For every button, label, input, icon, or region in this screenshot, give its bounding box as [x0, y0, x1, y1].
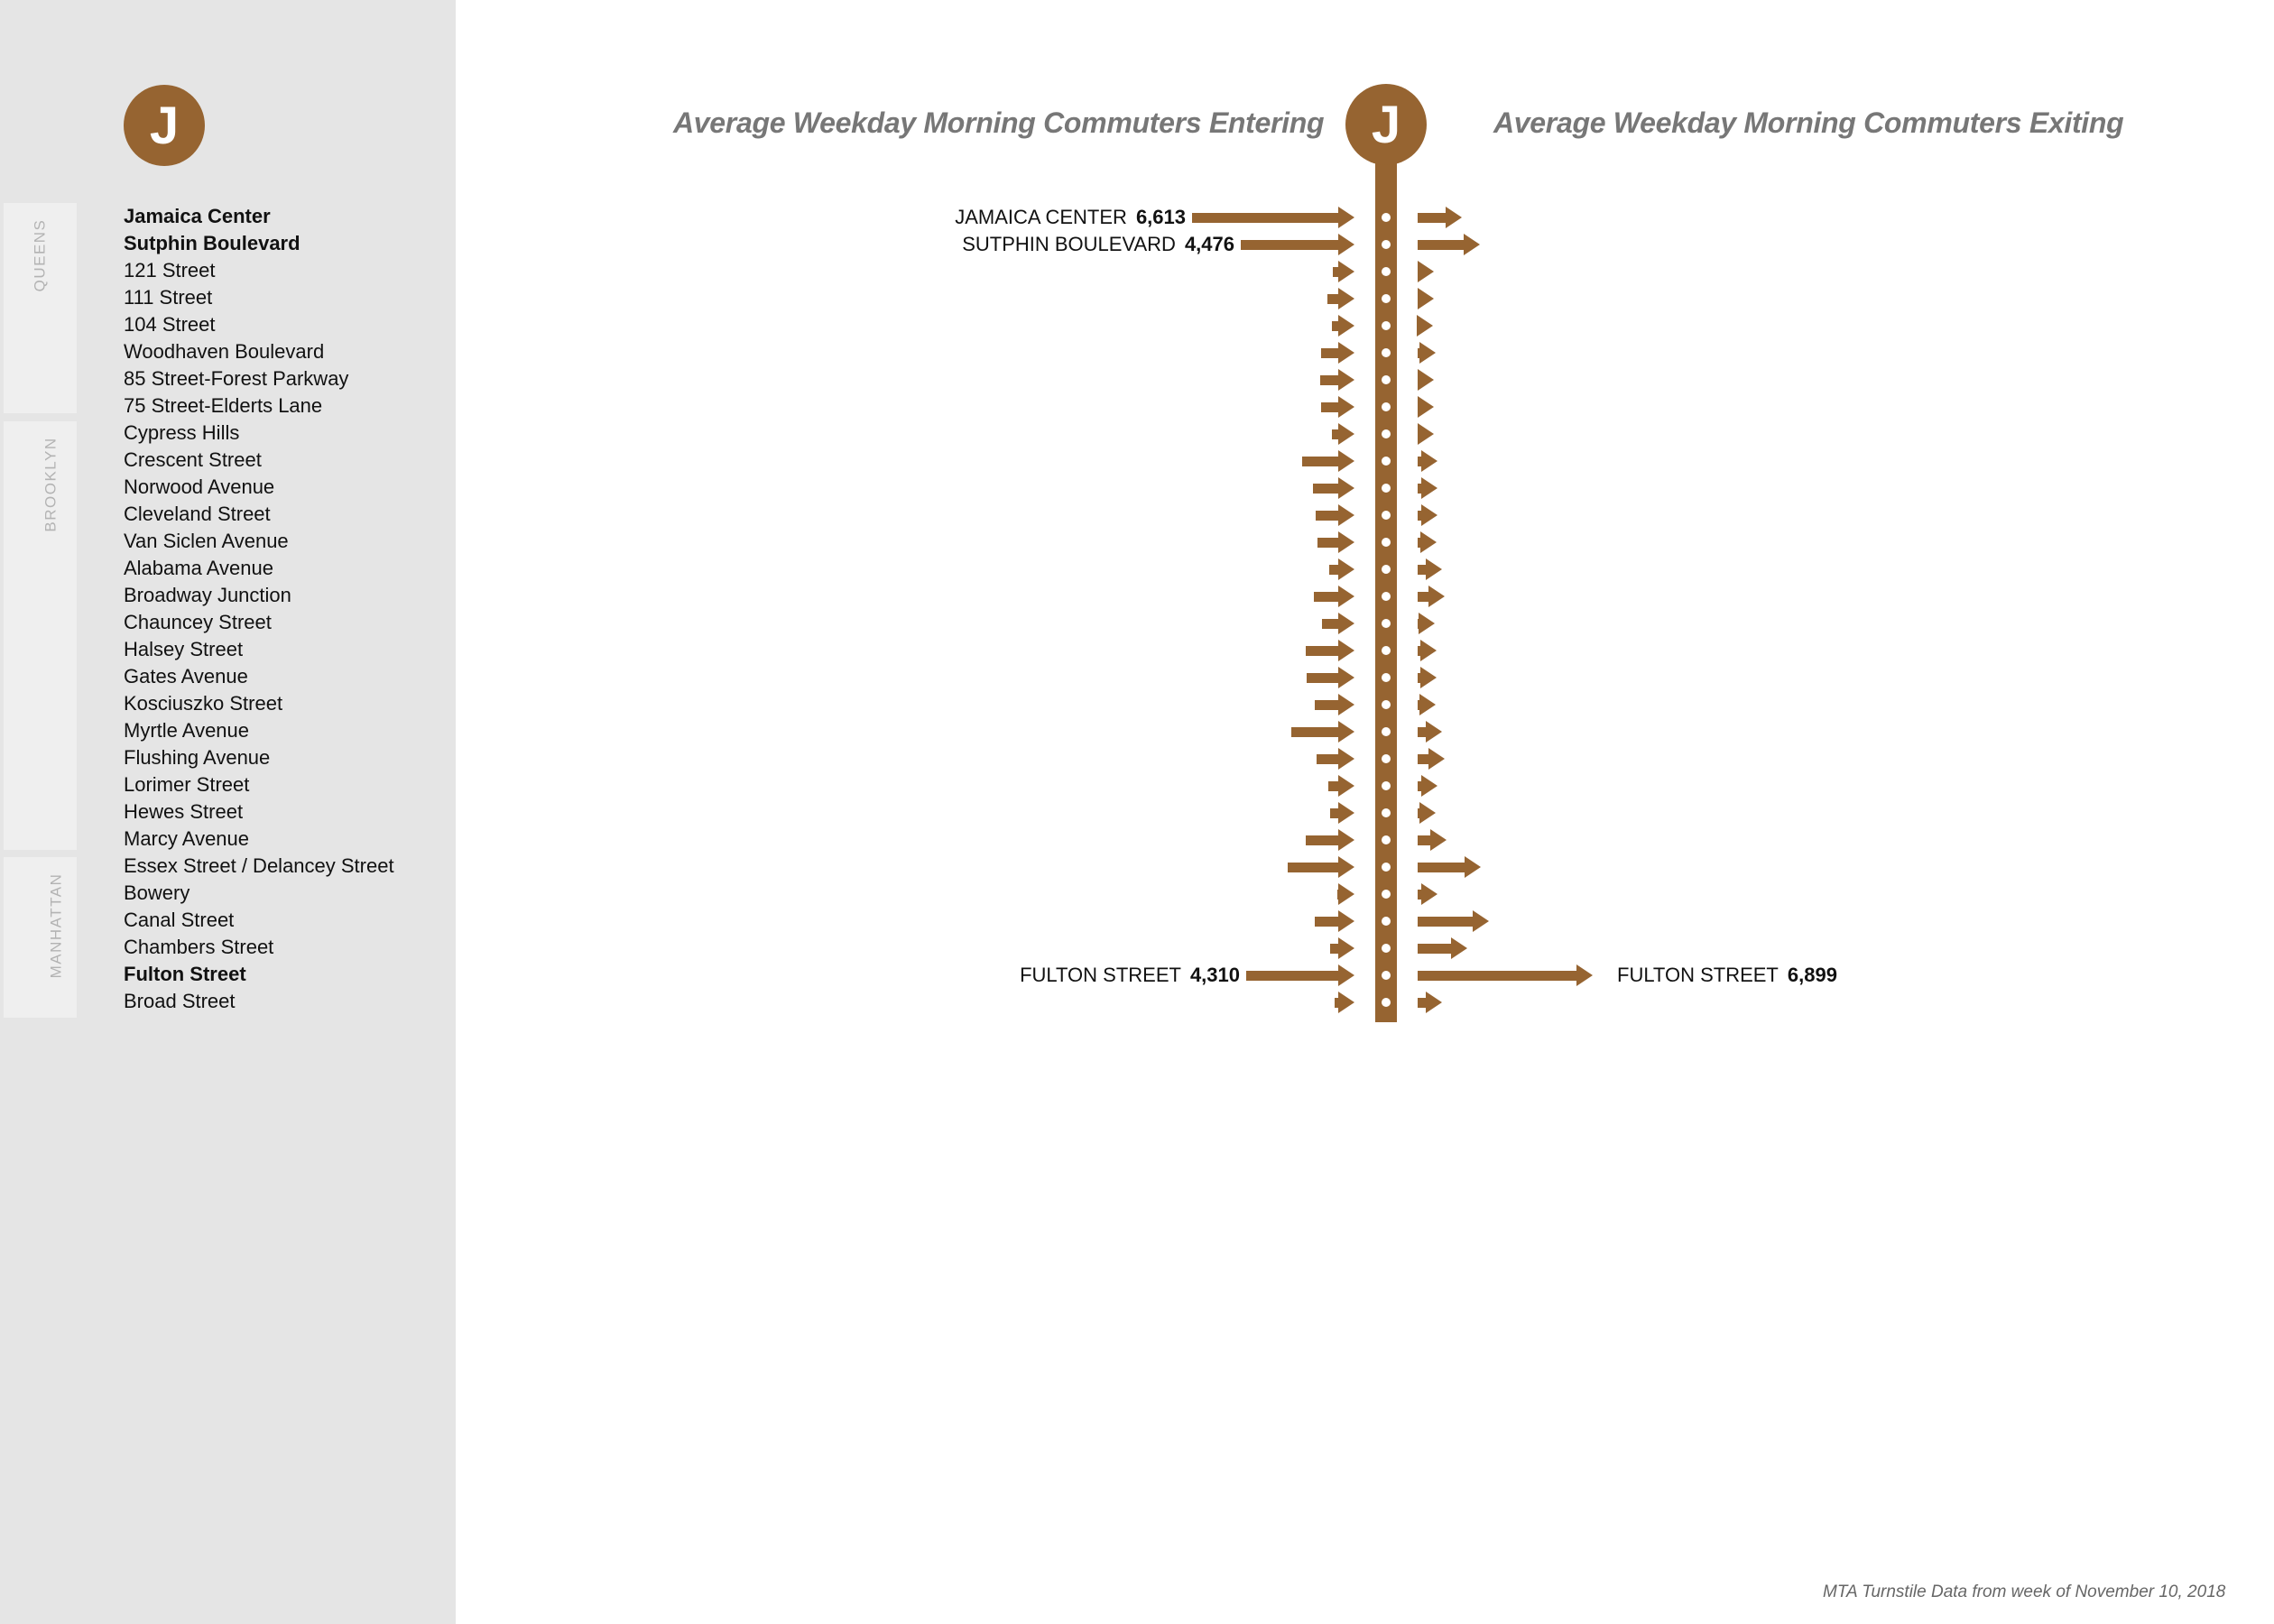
station-stop-dot: [1382, 402, 1391, 411]
station-stop-dot: [1382, 213, 1391, 222]
arrow-shaft: [1418, 727, 1426, 737]
exiting-arrow: [1418, 315, 1433, 337]
borough-tab-manhattan: [4, 857, 77, 1018]
station-list-item: Hewes Street: [124, 800, 244, 823]
borough-label: [4, 872, 77, 979]
arrow-shaft: [1321, 402, 1338, 412]
sidebar: [0, 0, 456, 1624]
arrow-head-icon: [1338, 531, 1354, 553]
callout-value: 6,613: [1135, 206, 1186, 228]
station-list-item: Broadway Junction: [124, 584, 291, 606]
arrow-shaft: [1306, 646, 1338, 656]
station-stop-dot: [1382, 267, 1391, 276]
entering-arrow: [1288, 856, 1354, 878]
station-stop-dot: [1382, 998, 1391, 1007]
station-list-item: Cypress Hills: [124, 421, 240, 444]
arrow-head-icon: [1420, 640, 1437, 661]
exiting-arrow: [1418, 477, 1437, 499]
arrow-head-icon: [1426, 558, 1442, 580]
arrow-shaft: [1418, 565, 1426, 575]
station-stop-dot: [1382, 294, 1391, 303]
station-list-item: 85 Street-Forest Parkway: [124, 367, 349, 390]
station-list-item: Fulton Street: [124, 963, 246, 985]
arrow-shaft: [1288, 863, 1338, 872]
station-stop-dot: [1382, 890, 1391, 899]
arrow-shaft: [1418, 835, 1430, 845]
station-list-item: Flushing Avenue: [124, 746, 271, 769]
exiting-arrow: [1418, 396, 1434, 418]
station-stop-dot: [1382, 484, 1391, 493]
entering-arrow: [1316, 504, 1354, 526]
arrow-head-icon: [1338, 667, 1354, 688]
arrow-head-icon: [1418, 423, 1434, 445]
arrow-shaft: [1418, 998, 1426, 1008]
callout-station-name: SUTPHIN BOULEVARD: [962, 233, 1176, 255]
arrow-head-icon: [1426, 721, 1442, 743]
arrow-shaft: [1418, 754, 1428, 764]
station-list-item: Essex Street / Delancey Street: [124, 854, 394, 877]
borough-tab-brooklyn: [4, 421, 77, 850]
arrow-shaft: [1329, 565, 1338, 575]
callout-station-name: FULTON STREET: [1617, 964, 1779, 986]
arrow-head-icon: [1338, 910, 1354, 932]
arrow-head-icon: [1421, 775, 1437, 797]
arrow-head-icon: [1418, 396, 1434, 418]
arrow-head-icon: [1338, 450, 1354, 472]
entering-arrow: [1306, 640, 1354, 661]
entering-arrow: [1306, 829, 1354, 851]
station-list-item: Jamaica Center: [124, 205, 271, 227]
station-stop-dot: [1382, 565, 1391, 574]
exiting-arrow: [1418, 775, 1437, 797]
arrow-head-icon: [1418, 261, 1434, 282]
entering-arrow: [1313, 477, 1354, 499]
station-stop-dot: [1382, 917, 1391, 926]
exiting-arrow: [1418, 423, 1434, 445]
entering-arrow: [1322, 613, 1354, 634]
arrow-shaft: [1321, 348, 1338, 358]
exiting-arrow: [1418, 802, 1436, 824]
entering-arrow: [1241, 234, 1354, 255]
arrow-head-icon: [1451, 937, 1467, 959]
exiting-title: Average Weekday Morning Commuters Exiting: [1493, 106, 2124, 139]
arrow-head-icon: [1338, 558, 1354, 580]
station-list-item: Norwood Avenue: [124, 475, 275, 498]
entering-arrow: [1333, 261, 1354, 282]
entering-arrow: [1330, 937, 1354, 959]
station-stop-dot: [1382, 457, 1391, 466]
callout-value: 6,899: [1787, 964, 1837, 986]
entering-arrow: [1328, 775, 1354, 797]
station-list-item: Bowery: [124, 881, 190, 904]
arrow-shaft: [1315, 917, 1338, 927]
arrow-shaft: [1306, 835, 1338, 845]
station-list-item: Woodhaven Boulevard: [124, 340, 325, 363]
arrow-shaft: [1327, 294, 1338, 304]
arrow-shaft: [1313, 484, 1338, 494]
exiting-arrow: [1418, 883, 1437, 905]
station-stop-dot: [1382, 348, 1391, 357]
arrow-head-icon: [1338, 883, 1354, 905]
entering-arrow: [1335, 992, 1354, 1013]
callout-value: 4,310: [1189, 964, 1240, 986]
station-list-item: Lorimer Street: [124, 773, 250, 796]
exiting-arrow: [1418, 450, 1437, 472]
arrow-head-icon: [1338, 369, 1354, 391]
callout-value: 4,476: [1184, 233, 1234, 255]
borough-tab-queens: [4, 203, 77, 413]
arrow-shaft: [1330, 944, 1338, 954]
arrow-shaft: [1328, 781, 1338, 791]
arrow-head-icon: [1465, 856, 1481, 878]
exiting-arrow: [1418, 613, 1435, 634]
station-stop-dot: [1382, 321, 1391, 330]
callout-sutphin-entering: [962, 234, 1234, 255]
arrow-head-icon: [1418, 369, 1434, 391]
exiting-arrow: [1418, 586, 1445, 607]
entering-arrow: [1314, 586, 1354, 607]
arrow-head-icon: [1446, 207, 1462, 228]
station-stop-dot: [1382, 538, 1391, 547]
entering-arrow: [1291, 721, 1354, 743]
callout-station-name: JAMAICA CENTER: [955, 206, 1127, 228]
arrow-head-icon: [1338, 992, 1354, 1013]
callout-station-name: FULTON STREET: [1020, 964, 1181, 986]
header-line-bullet-icon: J: [1345, 84, 1427, 165]
exiting-arrow: [1418, 667, 1437, 688]
borough-label: [4, 218, 77, 292]
arrow-head-icon: [1430, 829, 1447, 851]
station-list-item: Alabama Avenue: [124, 557, 273, 579]
arrow-head-icon: [1338, 207, 1354, 228]
station-list-item: Chauncey Street: [124, 611, 272, 633]
arrow-shaft: [1322, 619, 1338, 629]
entering-arrow: [1302, 450, 1354, 472]
exiting-arrow: [1418, 640, 1437, 661]
entering-arrow: [1332, 315, 1354, 337]
exiting-arrow: [1418, 856, 1481, 878]
entering-arrow: [1246, 964, 1354, 986]
arrow-head-icon: [1420, 531, 1437, 553]
arrow-head-icon: [1338, 748, 1354, 770]
station-list-item: Van Siclen Avenue: [124, 530, 289, 552]
entering-arrow: [1315, 694, 1354, 715]
arrow-head-icon: [1338, 342, 1354, 364]
arrow-head-icon: [1428, 586, 1445, 607]
station-stop-dot: [1382, 944, 1391, 953]
arrow-head-icon: [1417, 315, 1433, 337]
station-list-item: Marcy Avenue: [124, 827, 250, 850]
arrow-head-icon: [1338, 802, 1354, 824]
exiting-arrow: [1418, 937, 1467, 959]
arrow-head-icon: [1338, 261, 1354, 282]
station-stop-dot: [1382, 835, 1391, 844]
entering-arrow: [1332, 423, 1354, 445]
station-list-item: 121 Street: [124, 259, 216, 281]
station-list-item: Broad Street: [124, 990, 236, 1012]
station-stop-dot: [1382, 646, 1391, 655]
arrow-shaft: [1302, 457, 1338, 466]
station-list-item: Kosciuszko Street: [124, 692, 283, 715]
exiting-arrow: [1418, 369, 1434, 391]
arrow-head-icon: [1338, 613, 1354, 634]
station-stop-dot: [1382, 971, 1391, 980]
station-list-item: 111 Street: [124, 286, 213, 309]
arrow-head-icon: [1338, 856, 1354, 878]
entering-arrow: [1192, 207, 1354, 228]
exiting-arrow: [1418, 207, 1462, 228]
arrow-head-icon: [1338, 234, 1354, 255]
arrow-head-icon: [1420, 667, 1437, 688]
arrow-head-icon: [1419, 802, 1436, 824]
arrow-head-icon: [1338, 423, 1354, 445]
exiting-arrow: [1418, 748, 1445, 770]
arrow-shaft: [1418, 917, 1473, 927]
arrow-head-icon: [1418, 288, 1434, 309]
exiting-arrow: [1418, 504, 1437, 526]
borough-label-text: MANHATTAN: [47, 872, 65, 979]
station-stop-dot: [1382, 863, 1391, 872]
station-list-item: 104 Street: [124, 313, 216, 336]
arrow-head-icon: [1338, 964, 1354, 986]
station-list-item: Crescent Street: [124, 448, 262, 471]
arrow-head-icon: [1338, 586, 1354, 607]
entering-arrow: [1321, 396, 1354, 418]
data-source-footer: MTA Turnstile Data from week of November 10, 2018: [1823, 1582, 2226, 1601]
arrow-head-icon: [1338, 477, 1354, 499]
arrow-head-icon: [1338, 721, 1354, 743]
arrow-head-icon: [1464, 234, 1480, 255]
borough-label-text: BROOKLYN: [42, 437, 60, 532]
station-list: [124, 206, 394, 1018]
arrow-head-icon: [1338, 694, 1354, 715]
arrow-shaft: [1291, 727, 1338, 737]
arrow-head-icon: [1338, 396, 1354, 418]
arrow-head-icon: [1421, 450, 1437, 472]
borough-label: [4, 437, 77, 532]
station-list-item: Gates Avenue: [124, 665, 248, 687]
arrow-head-icon: [1421, 883, 1437, 905]
arrow-shaft: [1330, 808, 1338, 818]
exiting-arrow: [1418, 964, 1593, 986]
arrow-head-icon: [1426, 992, 1442, 1013]
exiting-arrow: [1418, 721, 1442, 743]
station-list-item: Myrtle Avenue: [124, 719, 250, 742]
entering-arrow: [1317, 531, 1354, 553]
arrow-shaft: [1241, 240, 1338, 250]
station-stop-dot: [1382, 673, 1391, 682]
callout-jamaica-entering: [955, 207, 1186, 228]
exiting-arrow: [1418, 288, 1434, 309]
entering-arrow: [1327, 288, 1354, 309]
exiting-arrow: [1418, 261, 1434, 282]
arrow-shaft: [1317, 754, 1338, 764]
arrow-shaft: [1332, 321, 1338, 331]
arrow-shaft: [1418, 863, 1465, 872]
callout-fulton-exiting: [1617, 964, 1837, 986]
exiting-arrow: [1418, 342, 1436, 364]
arrow-shaft: [1316, 511, 1338, 521]
station-list-item: Sutphin Boulevard: [124, 232, 300, 254]
arrow-shaft: [1320, 375, 1338, 385]
station-stop-dot: [1382, 240, 1391, 249]
station-stop-dot: [1382, 808, 1391, 817]
station-stop-dot: [1382, 375, 1391, 384]
entering-arrow: [1321, 342, 1354, 364]
arrow-shaft: [1418, 944, 1451, 954]
arrow-shaft: [1315, 700, 1338, 710]
arrow-head-icon: [1428, 748, 1445, 770]
entering-arrow: [1307, 667, 1354, 688]
arrow-head-icon: [1338, 937, 1354, 959]
arrow-shaft: [1192, 213, 1338, 223]
station-stop-dot: [1382, 511, 1391, 520]
arrow-shaft: [1418, 971, 1576, 981]
station-stop-dot: [1382, 429, 1391, 438]
station-list-item: Canal Street: [124, 909, 235, 931]
arrow-shaft: [1332, 429, 1338, 439]
arrow-shaft: [1317, 538, 1338, 548]
exiting-arrow: [1418, 234, 1480, 255]
arrow-head-icon: [1473, 910, 1489, 932]
exiting-arrow: [1418, 829, 1447, 851]
arrow-head-icon: [1338, 775, 1354, 797]
exiting-arrow: [1418, 694, 1436, 715]
entering-arrow: [1317, 748, 1354, 770]
arrow-shaft: [1246, 971, 1338, 981]
exiting-arrow: [1418, 558, 1442, 580]
arrow-shaft: [1307, 673, 1338, 683]
arrow-head-icon: [1338, 640, 1354, 661]
entering-arrow: [1320, 369, 1354, 391]
arrow-shaft: [1418, 240, 1464, 250]
line-bullet-icon: J: [124, 85, 205, 166]
exiting-arrow: [1418, 910, 1489, 932]
station-list-item: Chambers Street: [124, 936, 274, 958]
station-stop-dot: [1382, 727, 1391, 736]
callout-fulton-entering: [1020, 964, 1240, 986]
arrow-head-icon: [1576, 964, 1593, 986]
arrow-head-icon: [1419, 613, 1435, 634]
exiting-arrow: [1418, 531, 1437, 553]
arrow-shaft: [1314, 592, 1338, 602]
exiting-arrow: [1418, 992, 1442, 1013]
arrow-head-icon: [1338, 504, 1354, 526]
arrow-shaft: [1418, 592, 1428, 602]
station-stop-dot: [1382, 781, 1391, 790]
arrow-head-icon: [1338, 288, 1354, 309]
station-list-item: Cleveland Street: [124, 503, 271, 525]
arrow-shaft: [1418, 213, 1446, 223]
arrow-head-icon: [1338, 829, 1354, 851]
entering-title: Average Weekday Morning Commuters Entering: [673, 106, 1325, 139]
arrow-head-icon: [1421, 504, 1437, 526]
entering-arrow: [1315, 910, 1354, 932]
station-stop-dot: [1382, 754, 1391, 763]
station-stop-dot: [1382, 700, 1391, 709]
station-stop-dot: [1382, 592, 1391, 601]
station-list-item: 75 Street-Elderts Lane: [124, 394, 323, 417]
entering-arrow: [1337, 883, 1354, 905]
borough-label-text: QUEENS: [31, 218, 49, 292]
station-list-item: Halsey Street: [124, 638, 244, 660]
arrow-head-icon: [1338, 315, 1354, 337]
arrow-head-icon: [1421, 477, 1437, 499]
entering-arrow: [1329, 558, 1354, 580]
arrow-head-icon: [1419, 694, 1436, 715]
entering-arrow: [1330, 802, 1354, 824]
station-stop-dot: [1382, 619, 1391, 628]
arrow-head-icon: [1419, 342, 1436, 364]
